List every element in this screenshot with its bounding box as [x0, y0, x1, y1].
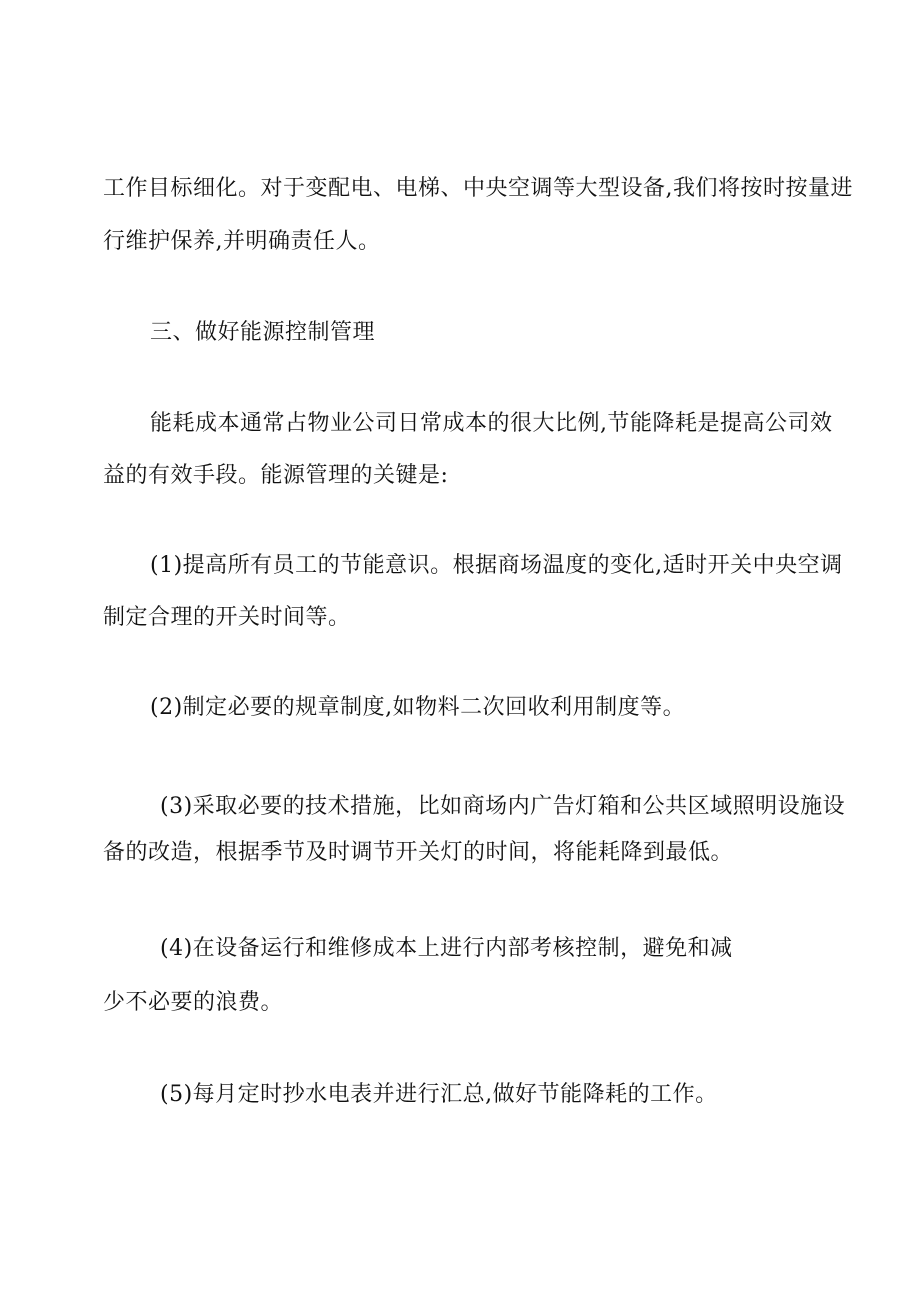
list-item-2-line: (2)制定必要的规章制度,如物料二次回收利用制度等。 — [150, 695, 686, 720]
section-heading: 三、做好能源控制管理 — [150, 320, 376, 345]
paragraph-line: 能耗成本通常占物业公司日常成本的很大比例,节能降耗是提高公司效 — [150, 411, 833, 436]
list-item-3-line: 备的改造，根据季节及时调节开关灯的时间，将能耗降到最低。 — [103, 840, 734, 865]
paragraph-line: 行维护保养,并明确责任人。 — [103, 229, 381, 254]
list-item-1-line: 制定合理的开关时间等。 — [103, 605, 351, 630]
paragraph-line: 工作目标细化。对于变配电、电梯、中央空调等大型设备,我们将按时按量进 — [103, 176, 853, 201]
list-item-1-line: (1)提高所有员工的节能意识。根据商场温度的变化,适时开关中央空调 — [150, 553, 843, 578]
list-item-5-line: (5)每月定时抄水电表并进行汇总,做好节能降耗的工作。 — [160, 1082, 718, 1107]
list-item-4-line: 少不必要的浪费。 — [103, 990, 284, 1015]
paragraph-line: 益的有效手段。能源管理的关键是: — [103, 463, 449, 488]
list-item-4-line: (4)在设备运行和维修成本上进行内部考核控制，避免和减 — [160, 936, 733, 961]
list-item-3-line: (3)采取必要的技术措施，比如商场内广告灯箱和公共区域照明设施设 — [160, 794, 846, 819]
